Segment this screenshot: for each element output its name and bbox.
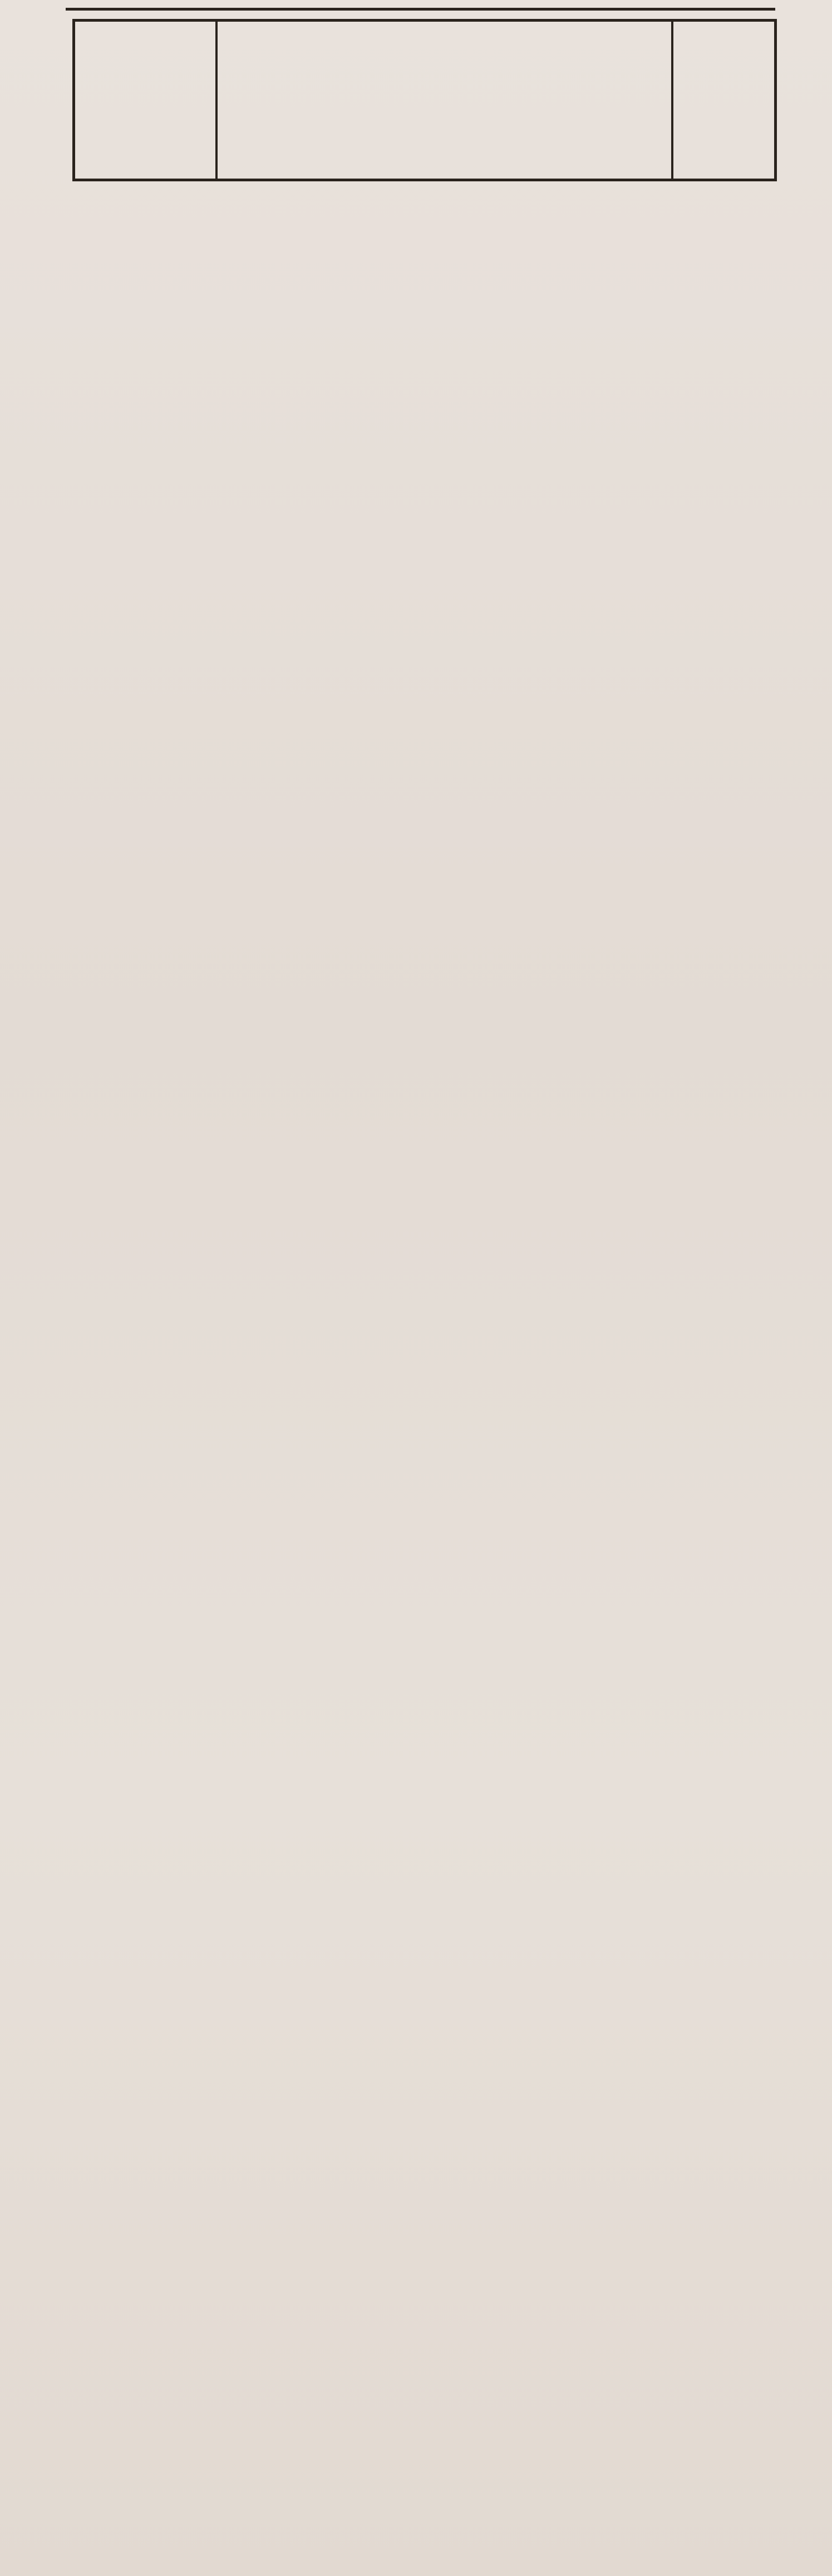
exam-duration	[671, 22, 774, 179]
total-marks	[75, 22, 215, 179]
header-box	[72, 19, 777, 181]
paper-title	[215, 22, 671, 179]
header-top-rule	[66, 8, 775, 11]
